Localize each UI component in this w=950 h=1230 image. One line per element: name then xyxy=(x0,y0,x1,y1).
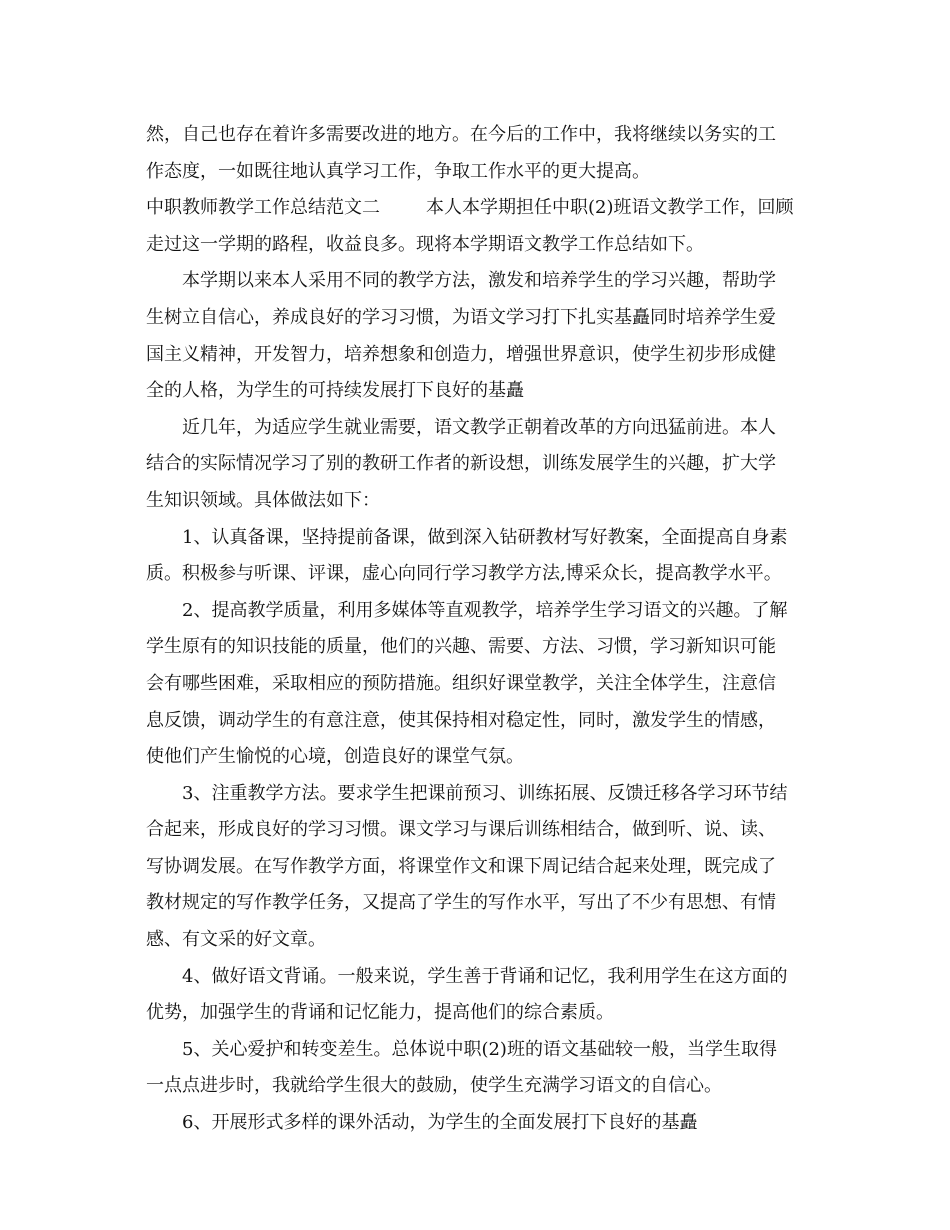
paragraph-line: 结合的实际情况学习了别的教研工作者的新设想，训练发展学生的兴趣，扩大学 xyxy=(146,453,776,475)
section-title: 中职教师教学工作总结范文二 xyxy=(146,197,380,219)
paragraph-line: 1、认真备课，坚持提前备课，做到深入钻研教材写好教案，全面提高自身素 xyxy=(182,526,788,548)
paragraph-line: 5、关心爱护和转变差生。总体说中职(2)班的语文基础较一般，当学生取得 xyxy=(182,1038,777,1060)
paragraph-line: 6、开展形式多样的课外活动，为学生的全面发展打下良好的基矗 xyxy=(182,1112,698,1134)
paragraph-line: 生树立自信心，养成良好的学习习惯，为语文学习打下扎实基矗同时培养学生爱 xyxy=(146,306,776,328)
paragraph xyxy=(146,1105,810,1142)
paragraph-line: 近几年，为适应学生就业需要，语文教学正朝着改革的方向迅猛前进。本人 xyxy=(182,416,776,438)
paragraph-line: 质。积极参与听课、评课，虚心向同行学习教学方法,博采众长，提高教学水平。 xyxy=(146,563,782,585)
paragraph-line: 4、做好语文背诵。一般来说，学生善于背诵和记忆，我利用学生在这方面的 xyxy=(182,965,788,987)
paragraph-line: 会有哪些困难，采取相应的预防措施。组织好课堂教学，关注全体学生，注意信 xyxy=(146,672,776,694)
intro-line: 作态度，一如既往地认真学习工作，争取工作水平的更大提高。 xyxy=(146,160,650,182)
paragraph-line: 息反馈，调动学生的有意注意，使其保持相对稳定性，同时，激发学生的情感， xyxy=(146,709,776,731)
intro-line: 然，自己也存在着许多需要改进的地方。在今后的工作中，我将继续以务实的工 xyxy=(146,124,776,145)
section-first-line: 本人本学期担任中职(2)班语文教学工作，回顾 xyxy=(426,197,794,219)
paragraph-line: 感、有文采的好文章。 xyxy=(146,929,326,951)
paragraph-line: 写协调发展。在写作教学方面，将课堂作文和课下周记结合起来处理，既完成了 xyxy=(146,855,776,877)
paragraph-line: 国主义精神，开发智力，培养想象和创造力，增强世界意识，使学生初步形成健 xyxy=(146,343,776,365)
paragraph xyxy=(146,776,810,959)
paragraph xyxy=(146,410,810,520)
paragraph-line: 本学期以来本人采用不同的教学方法，激发和培养学生的学习兴趣，帮助学 xyxy=(182,270,776,292)
paragraph xyxy=(146,263,810,409)
paragraph xyxy=(146,1032,810,1105)
paragraph-line: 一点点进步时，我就给学生很大的鼓励，使学生充满学习语文的自信心。 xyxy=(146,1075,722,1097)
section-second-line: 走过这一学期的路程，收益良多。现将本学期语文教学工作总结如下。 xyxy=(146,233,704,255)
paragraph-line: 2、提高教学质量，利用多媒体等直观教学，培养学生学习语文的兴趣。了解 xyxy=(182,599,788,621)
paragraph xyxy=(146,520,810,593)
paragraph-line: 教材规定的写作教学任务，又提高了学生的写作水平，写出了不少有思想、有情 xyxy=(146,892,776,914)
paragraph-line: 合起来，形成良好的学习习惯。课文学习与课后训练相结合，做到听、说、读、 xyxy=(146,819,776,841)
paragraph xyxy=(146,959,810,1032)
paragraph-line: 使他们产生愉悦的心境，创造良好的课堂气氛。 xyxy=(146,746,524,768)
document-body xyxy=(146,117,810,1142)
paragraph-line: 学生原有的知识技能的质量，他们的兴趣、需要、方法、习惯，学习新知识可能 xyxy=(146,636,776,658)
paragraph-line: 优势，加强学生的背诵和记忆能力，提高他们的综合素质。 xyxy=(146,1002,614,1024)
paragraph-line: 3、注重教学方法。要求学生把课前预习、训练拓展、反馈迁移各学习环节结 xyxy=(182,782,788,804)
section-heading-line xyxy=(146,190,810,227)
paragraph-line: 全的人格，为学生的可持续发展打下良好的基矗 xyxy=(146,380,524,402)
paragraph xyxy=(146,593,810,776)
paragraph-line: 生知识领域。具体做法如下： xyxy=(146,489,380,511)
